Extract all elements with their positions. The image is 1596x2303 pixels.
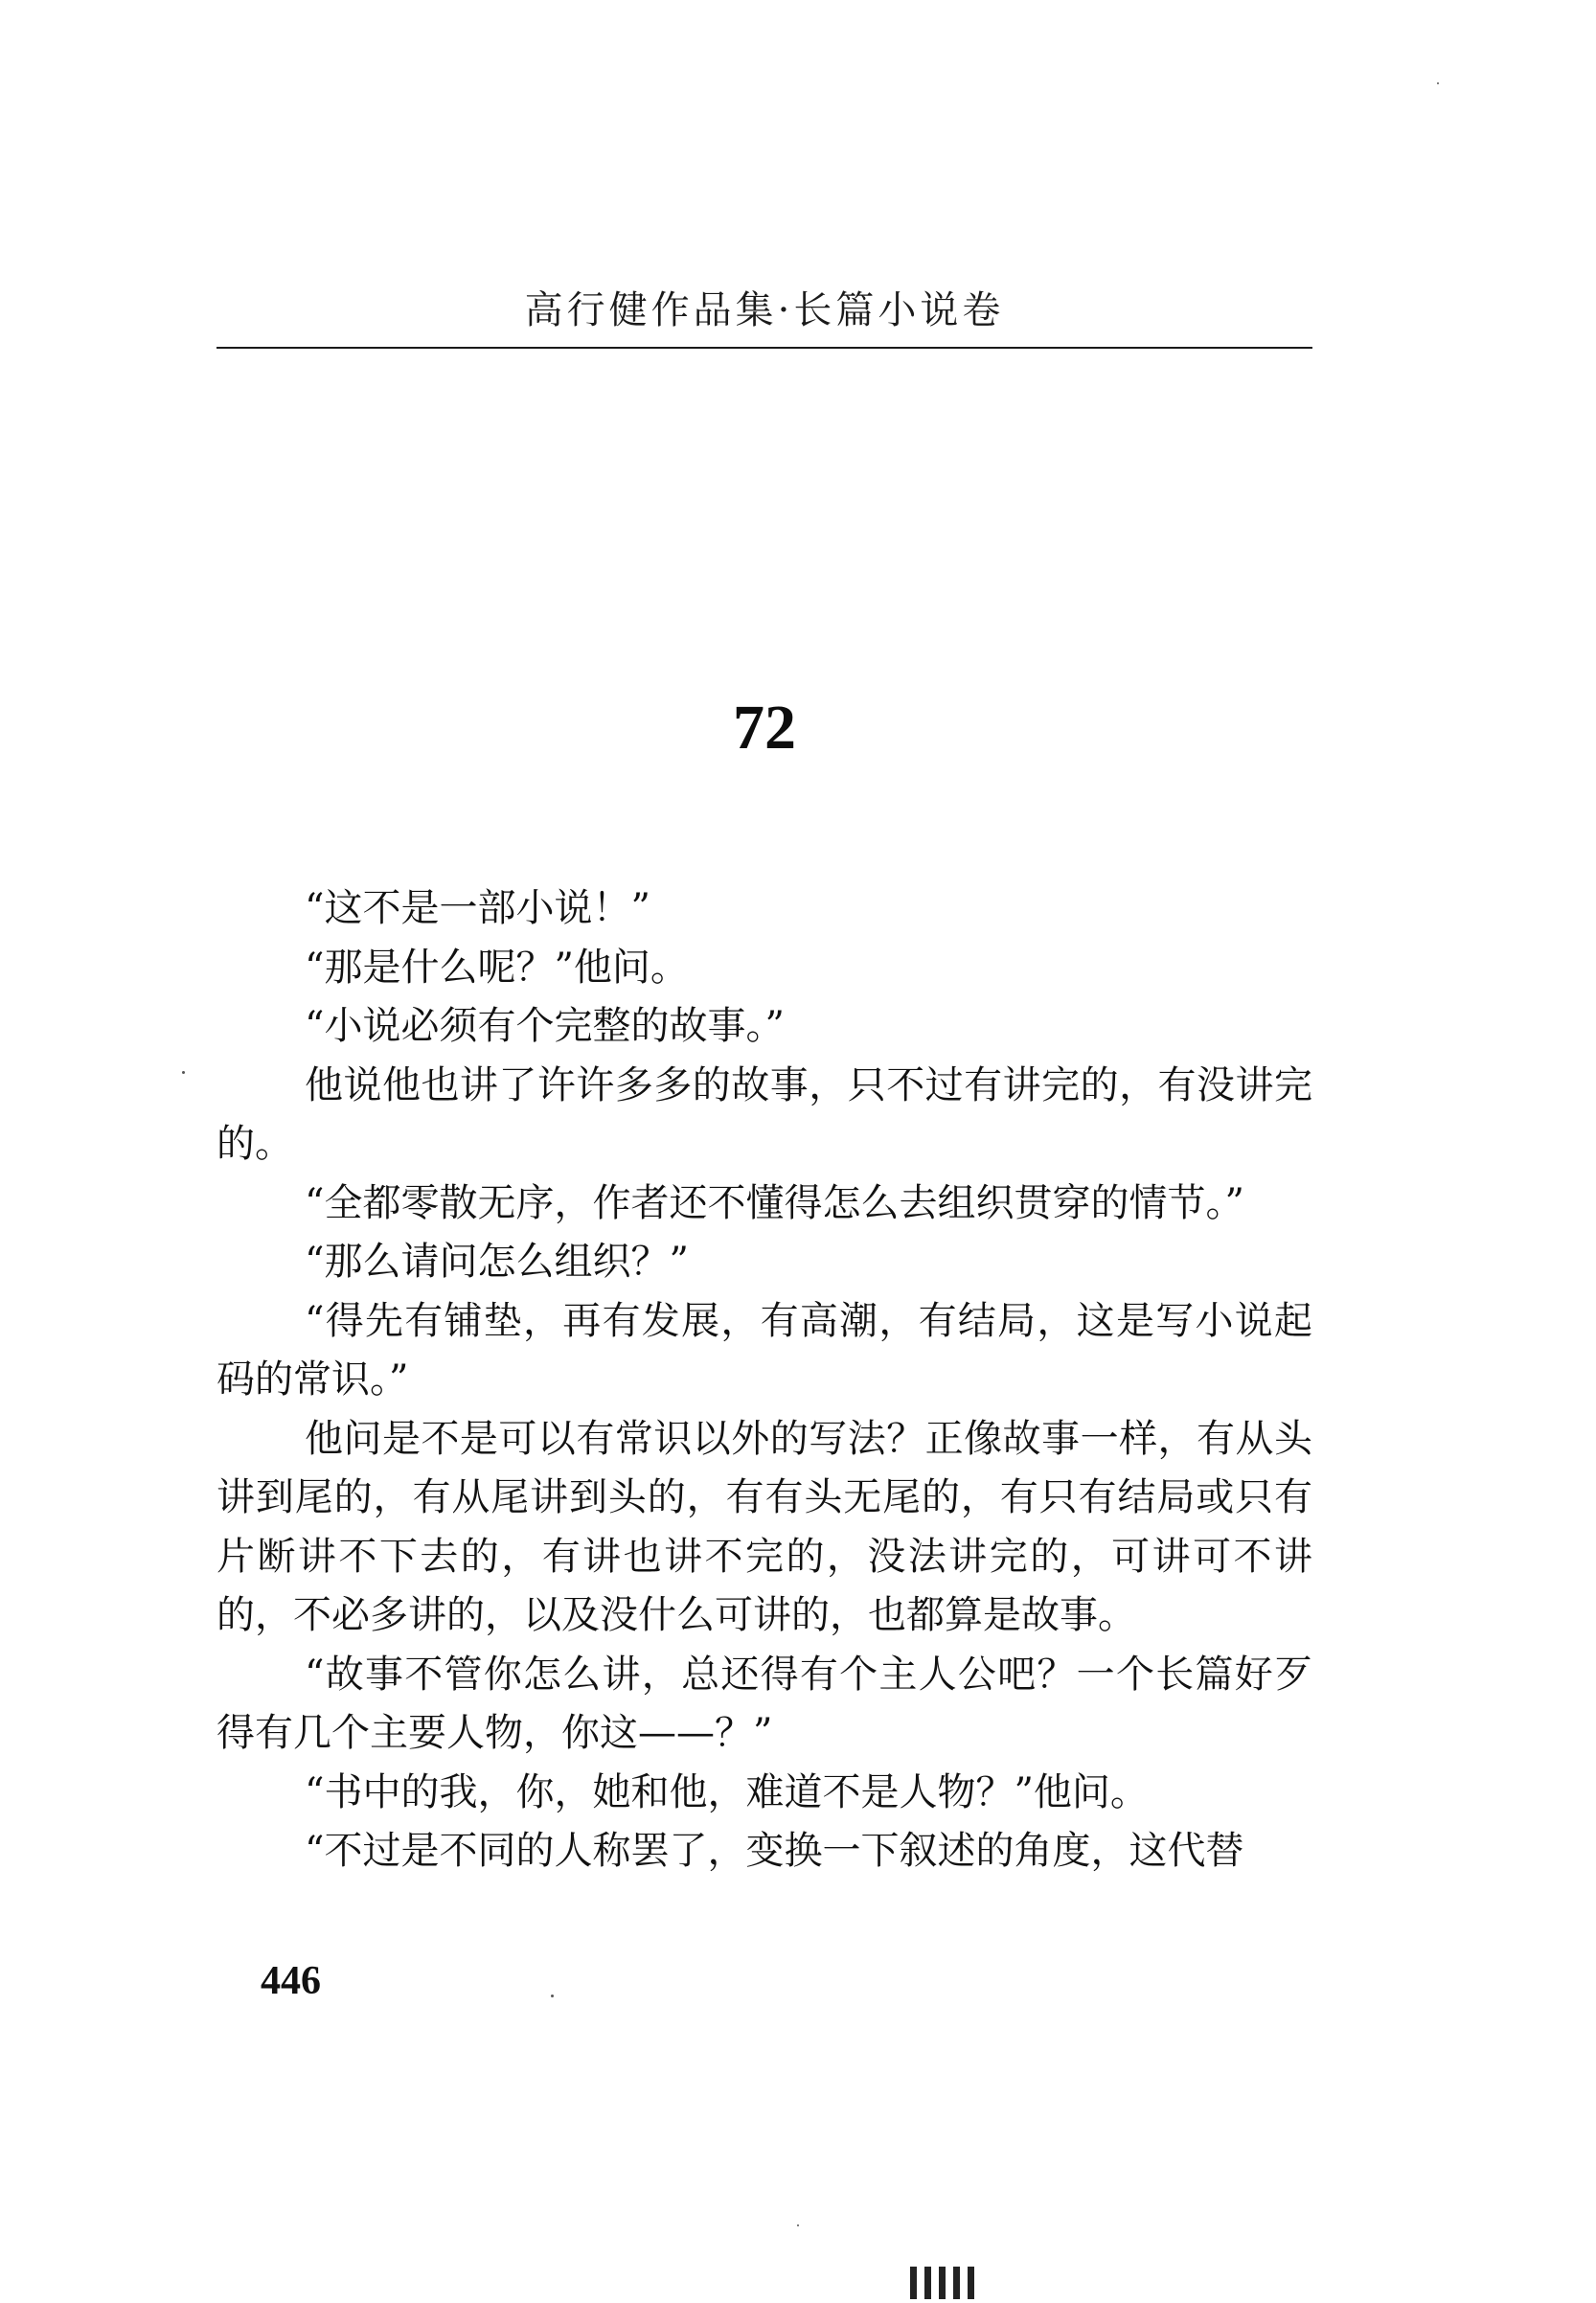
paragraph: “那是什么呢？”他问。 [305,945,689,990]
scan-speck [182,1071,185,1074]
paragraph: “全都零散无序，作者还不懂得怎么去组织贯穿的情节。” [305,1180,1244,1225]
chapter-number: 72 [733,693,796,763]
page-number: 446 [261,1959,321,2003]
paragraph: “得先有铺垫，再有发展，有高潮，有结局，这是写小说起码的常识。” [217,1298,1312,1402]
scan-speck [1437,82,1439,84]
paragraph: “那么请问怎么组织？” [305,1240,689,1284]
paragraph: 他说他也讲了许许多多的故事，只不过有讲完的，有没讲完的。 [217,1062,1312,1166]
paragraph: “故事不管你怎么讲，总还得有个主人公吧？一个长篇好歹得有几个主要人物，你这——？” [217,1652,1312,1755]
body-text [217,879,1312,1881]
scan-speck [551,1995,554,1997]
scan-speck [797,2224,799,2226]
paragraph: “书中的我，你，她和他，难道不是人物？”他问。 [305,1769,1149,1814]
running-head-title: 高行健作品集·长篇小说卷 [524,288,1005,332]
paragraph: 他问是不是可以有常识以外的写法？正像故事一样，有从头讲到尾的，有从尾讲到头的，有有头无尾的，有只有结局或只有片断讲不下去的，有讲也讲不完的，没法讲完的，可讲可不讲的，不必多讲的，以及没什么可讲的，也都算是故事。 [217,1416,1312,1637]
paragraph: “小说必须有个完整的故事。” [305,1004,785,1048]
paragraph: “这不是一部小说！” [305,886,650,930]
header-rule [217,347,1312,349]
scan-edge-marks [910,2267,996,2299]
paragraph: “不过是不同的人称罢了，变换一下叙述的角度，这代替 [305,1829,1244,1873]
